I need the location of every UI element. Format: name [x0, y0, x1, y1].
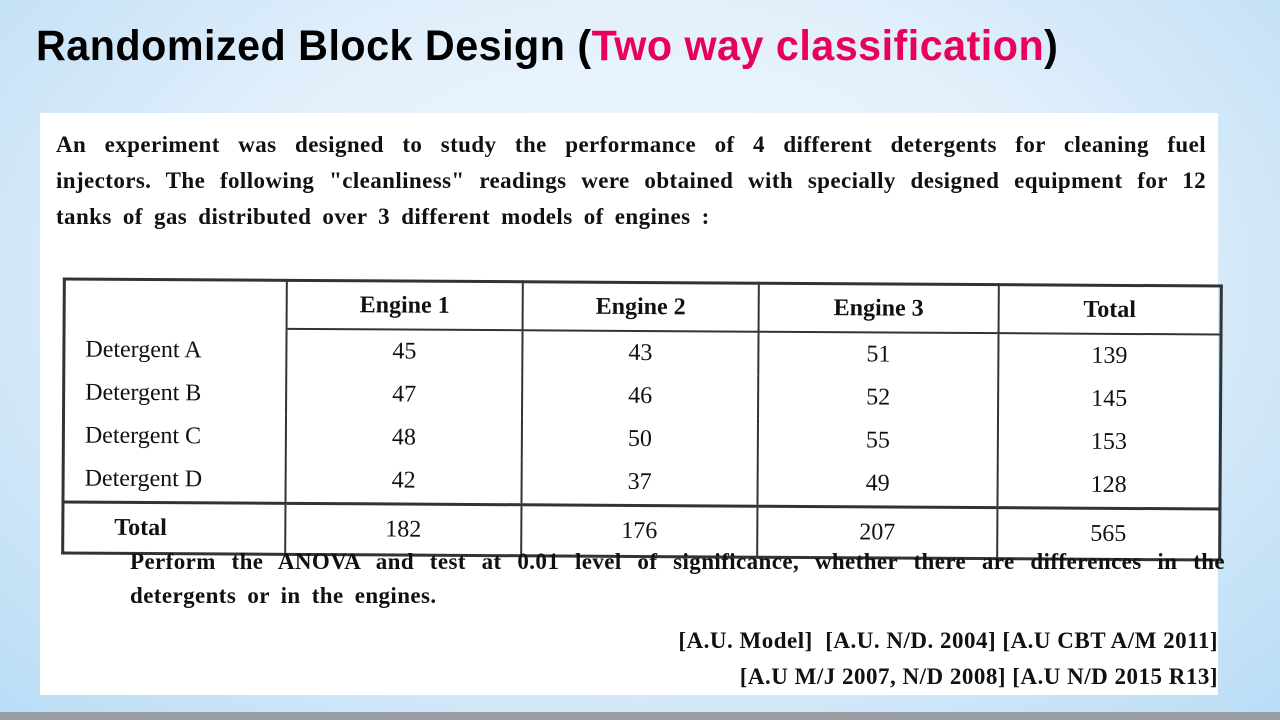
cell: 51 — [758, 332, 998, 377]
reference-line: [A.U M/J 2007, N/D 2008] [A.U N/D 2015 R13] — [739, 664, 1218, 689]
header-engine-1: Engine 1 — [287, 280, 523, 330]
table-row — [63, 414, 1220, 464]
cell: 47 — [286, 373, 522, 417]
header-engine-3: Engine 3 — [759, 283, 999, 333]
cell: 565 — [997, 508, 1220, 560]
problem-question: Perform the ANOVA and test at 0.01 level of significance, whether there are differences in the detergents or in the engines. — [130, 549, 1225, 608]
cell: 37 — [521, 460, 757, 506]
cell: 128 — [997, 463, 1220, 509]
table-row — [64, 371, 1221, 421]
cell: 42 — [285, 459, 521, 505]
row-label: Detergent A — [64, 327, 287, 372]
cell: 52 — [758, 376, 998, 420]
cell: 176 — [521, 505, 757, 557]
row-label: Detergent C — [63, 414, 286, 458]
table-row — [64, 327, 1221, 378]
cell: 48 — [286, 416, 522, 460]
cell: 145 — [998, 377, 1221, 421]
slide-title: Randomized Block Design (Two way classification) — [36, 22, 1059, 70]
cell: 153 — [998, 420, 1221, 464]
header-blank — [64, 279, 287, 329]
table-row — [63, 457, 1220, 509]
title-highlight: Two way classification — [591, 22, 1045, 70]
cell: 49 — [757, 462, 997, 508]
problem-intro: An experiment was designed to study the performance of 4 different detergents for cleaning fuel injectors. The following "cleanliness" readings were obtained with specially designed equipment for 12 tanks of gas distributed over 3 different models of engines : — [56, 132, 1206, 229]
row-label: Detergent D — [63, 457, 286, 503]
data-table — [61, 277, 1223, 561]
total-label: Total — [63, 502, 286, 554]
reference-line: [A.U. Model] [A.U. N/D. 2004] [A.U CBT A/M 2011] — [678, 628, 1218, 653]
cell: 182 — [285, 503, 521, 555]
cell: 50 — [522, 417, 758, 461]
bottom-bar — [0, 712, 1280, 720]
table-header-row — [64, 279, 1221, 335]
references — [678, 623, 1218, 695]
cell: 45 — [286, 329, 522, 374]
header-engine-2: Engine 2 — [523, 282, 759, 332]
cell: 43 — [522, 330, 758, 375]
header-total: Total — [999, 285, 1222, 335]
scanned-page — [40, 113, 1225, 695]
row-label: Detergent B — [64, 371, 287, 415]
cell: 55 — [758, 419, 998, 463]
cell: 139 — [998, 333, 1221, 378]
cell: 46 — [522, 374, 758, 418]
cell: 207 — [757, 506, 997, 558]
